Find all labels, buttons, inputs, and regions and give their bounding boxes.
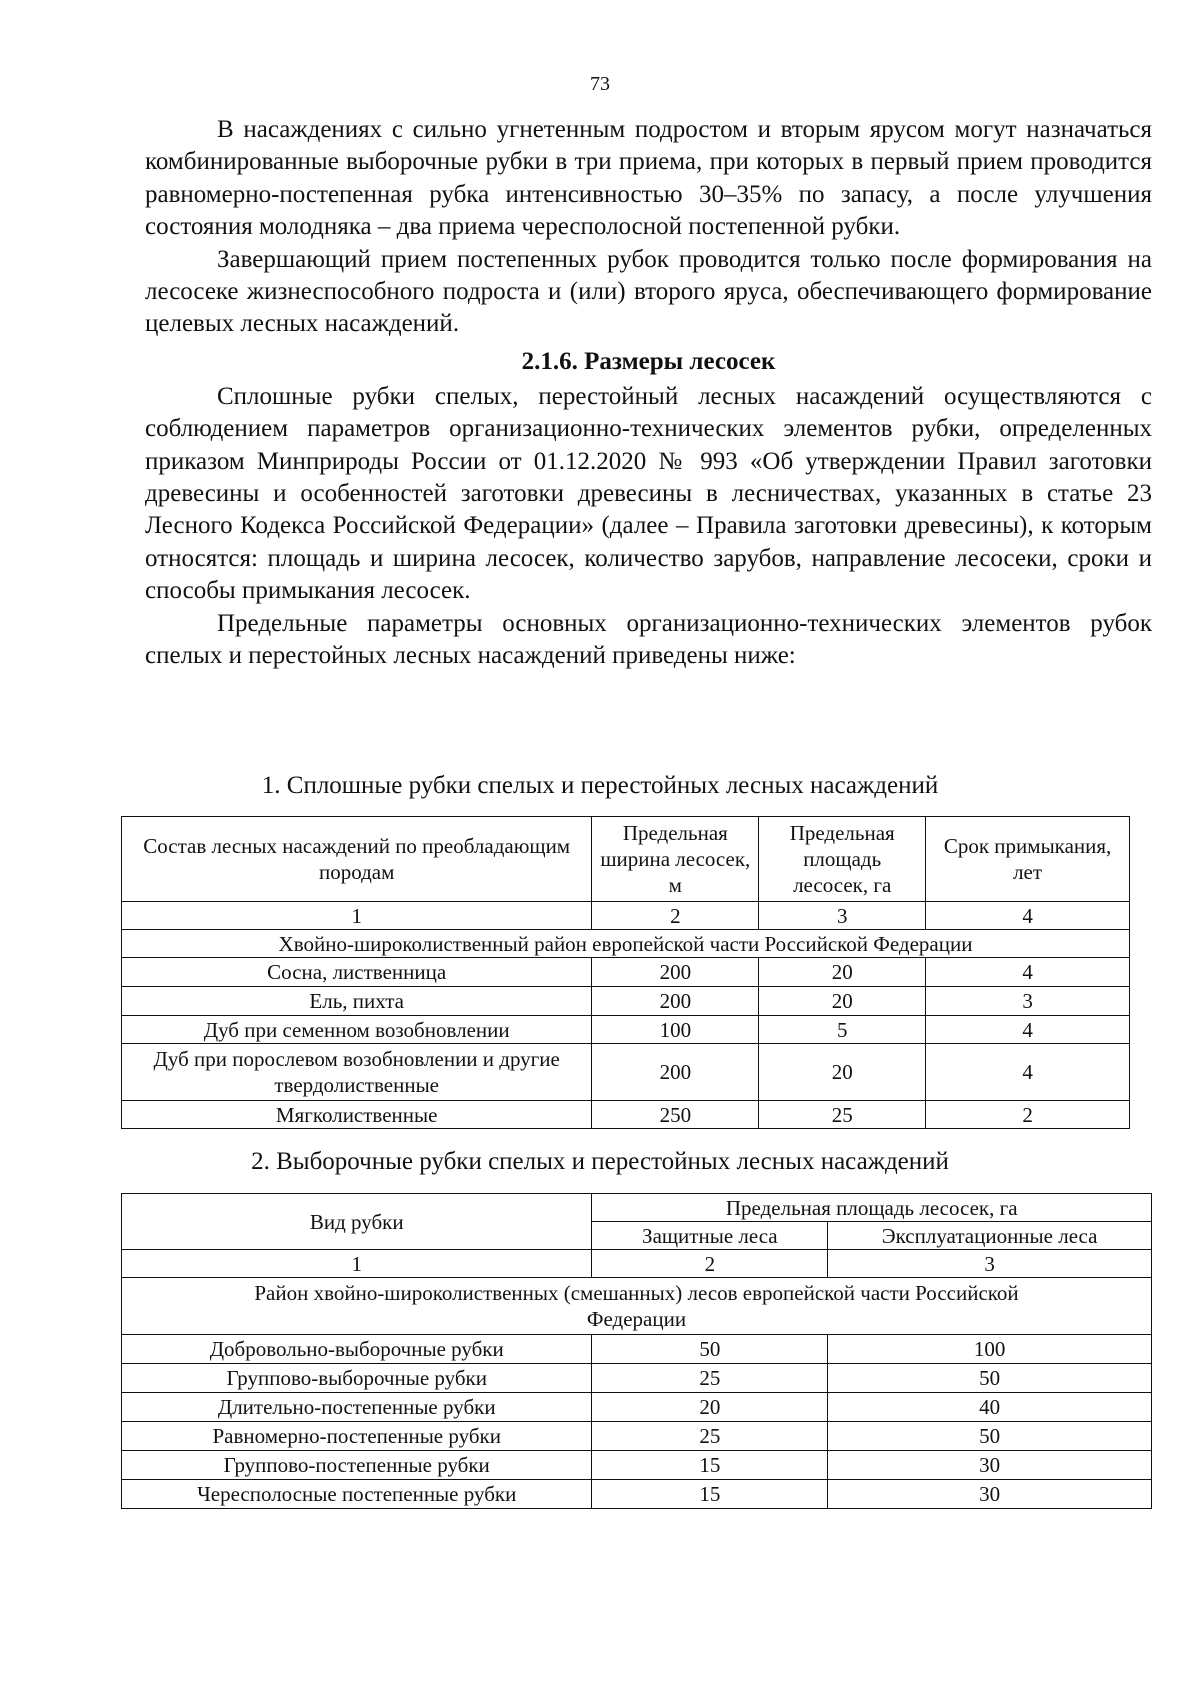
- paragraph: Завершающий прием постепенных рубок проводится только после формирования на лесосеке жизнеспособного подроста и (или) второго яруса, обеспечивающего формирование целевых лесных насаждений.: [145, 245, 1152, 338]
- table-row: [122, 958, 1130, 987]
- table-cell: 50: [592, 1335, 828, 1364]
- table-cell: 50: [828, 1422, 1152, 1451]
- body-text-top: [145, 114, 1152, 673]
- column-header: Срок примыкания, лет: [926, 817, 1130, 902]
- table-cell: 100: [828, 1335, 1152, 1364]
- table-cell: 15: [592, 1451, 828, 1480]
- table-cell: 200: [592, 958, 759, 987]
- region-label: Район хвойно-широколиственных (смешанных) лесов европейской части Российской Федерации: [122, 1278, 1152, 1335]
- table-cell: Группово-выборочные рубки: [122, 1364, 592, 1393]
- table-cell: Дуб при порослевом возобновлении и другие твердолиственные: [122, 1044, 592, 1101]
- table-cell: 2: [926, 1101, 1130, 1129]
- table-cell: 30: [828, 1451, 1152, 1480]
- table-cell: 200: [592, 987, 759, 1016]
- table-cell: 4: [926, 1044, 1130, 1101]
- column-number: 2: [592, 1250, 828, 1278]
- column-number: 4: [926, 902, 1130, 930]
- paragraph: Предельные параметры основных организационно-технических элементов рубок спелых и перестойных лесных насаждений приведены ниже:: [145, 609, 1152, 670]
- column-number: 3: [759, 902, 926, 930]
- table-cell: Дуб при семенном возобновлении: [122, 1016, 592, 1044]
- table-row: [122, 1044, 1130, 1101]
- table-cell: 3: [926, 987, 1130, 1016]
- table-row: [122, 1016, 1130, 1044]
- table-cell: 20: [759, 958, 926, 987]
- table-cell: 4: [926, 1016, 1130, 1044]
- table-cell: Сосна, лиственница: [122, 958, 592, 987]
- table-cell: 200: [592, 1044, 759, 1101]
- table-row: [122, 1101, 1130, 1129]
- table-cell: 20: [592, 1393, 828, 1422]
- table-row: [122, 1393, 1152, 1422]
- paragraph: В насаждениях с сильно угнетенным подростом и вторым ярусом могут назначаться комбинированные выборочные рубки в три приема, при которых в первый прием проводится равномерно-постепенная рубка интенсивностью 30–35% по запасу, а после улучшения состояния молодняка – два приема чересполосной постепенной рубки.: [145, 116, 1152, 241]
- column-header: Вид рубки: [122, 1194, 592, 1250]
- table-row: [122, 1364, 1152, 1393]
- table-cell: Равномерно-постепенные рубки: [122, 1422, 592, 1451]
- table-cell: Мягколиственные: [122, 1101, 592, 1129]
- table-cell: Ель, пихта: [122, 987, 592, 1016]
- paragraph: Сплошные рубки спелых, перестойный лесных насаждений осуществляются с соблюдением параметров организационно-технических элементов рубки, определенных приказом Минприроды России от 01.12.2020 № 993 «Об утверждении Правил заготовки древесины и особенностей заготовки древесины в лесничествах, указанных в статье 23 Лесного Кодекса Российской Федерации» (далее – Правила заготовки древесины), к которым относятся: площадь и ширина лесосек, количество зарубов, направление лесосеки, сроки и способы примыкания лесосек.: [145, 382, 1152, 605]
- table-cell: Группово-постепенные рубки: [122, 1451, 592, 1480]
- table-row: [122, 1451, 1152, 1480]
- table-cell: Добровольно-выборочные рубки: [122, 1335, 592, 1364]
- table-row: [122, 1335, 1152, 1364]
- table-cell: Чересполосные постепенные рубки: [122, 1480, 592, 1509]
- column-number: 1: [122, 902, 592, 930]
- table-cell: 15: [592, 1480, 828, 1509]
- column-header: Предельная площадь лесосек, га: [759, 817, 926, 902]
- column-header: Защитные леса: [592, 1222, 828, 1250]
- table-cell: 5: [759, 1016, 926, 1044]
- table-row: [122, 987, 1130, 1016]
- column-number: 3: [828, 1250, 1152, 1278]
- table-selective-parameters: [121, 1193, 1152, 1509]
- table-cell: 25: [759, 1101, 926, 1129]
- table-cell: 25: [592, 1364, 828, 1393]
- table-row: [122, 1480, 1152, 1509]
- table-cell: 4: [926, 958, 1130, 987]
- table-cell: Длительно-постепенные рубки: [122, 1393, 592, 1422]
- table-cell: 20: [759, 1044, 926, 1101]
- column-header: Эксплуатационные леса: [828, 1222, 1152, 1250]
- table-cell: 250: [592, 1101, 759, 1129]
- table-cell: 30: [828, 1480, 1152, 1509]
- table-cell: 25: [592, 1422, 828, 1451]
- table-clearcut-parameters: [121, 816, 1130, 1129]
- table-cell: 50: [828, 1364, 1152, 1393]
- column-header: Предельная ширина лесосек, м: [592, 817, 759, 902]
- table2-title: 2. Выборочные рубки спелых и перестойных лесных насаждений: [251, 1148, 949, 1175]
- table-cell: 40: [828, 1393, 1152, 1422]
- table-row: [122, 1422, 1152, 1451]
- section-heading: 2.1.6. Размеры лесосек: [521, 347, 776, 375]
- region-row: [122, 1278, 1152, 1335]
- column-number-row: [122, 902, 1130, 930]
- table-header-row: [122, 817, 1130, 902]
- page-number: 73: [590, 73, 610, 95]
- table1-title: 1. Сплошные рубки спелых и перестойных лесных насаждений: [261, 772, 939, 799]
- table-header-row: [122, 1194, 1152, 1222]
- region-label: Хвойно-широколиственный район европейской части Российской Федерации: [122, 930, 1130, 958]
- column-number: 1: [122, 1250, 592, 1278]
- column-group-header: Предельная площадь лесосек, га: [592, 1194, 1152, 1222]
- table-cell: 20: [759, 987, 926, 1016]
- table-cell: 100: [592, 1016, 759, 1044]
- column-number-row: [122, 1250, 1152, 1278]
- column-number: 2: [592, 902, 759, 930]
- column-header: Состав лесных насаждений по преобладающим породам: [122, 817, 592, 902]
- region-row: [122, 930, 1130, 958]
